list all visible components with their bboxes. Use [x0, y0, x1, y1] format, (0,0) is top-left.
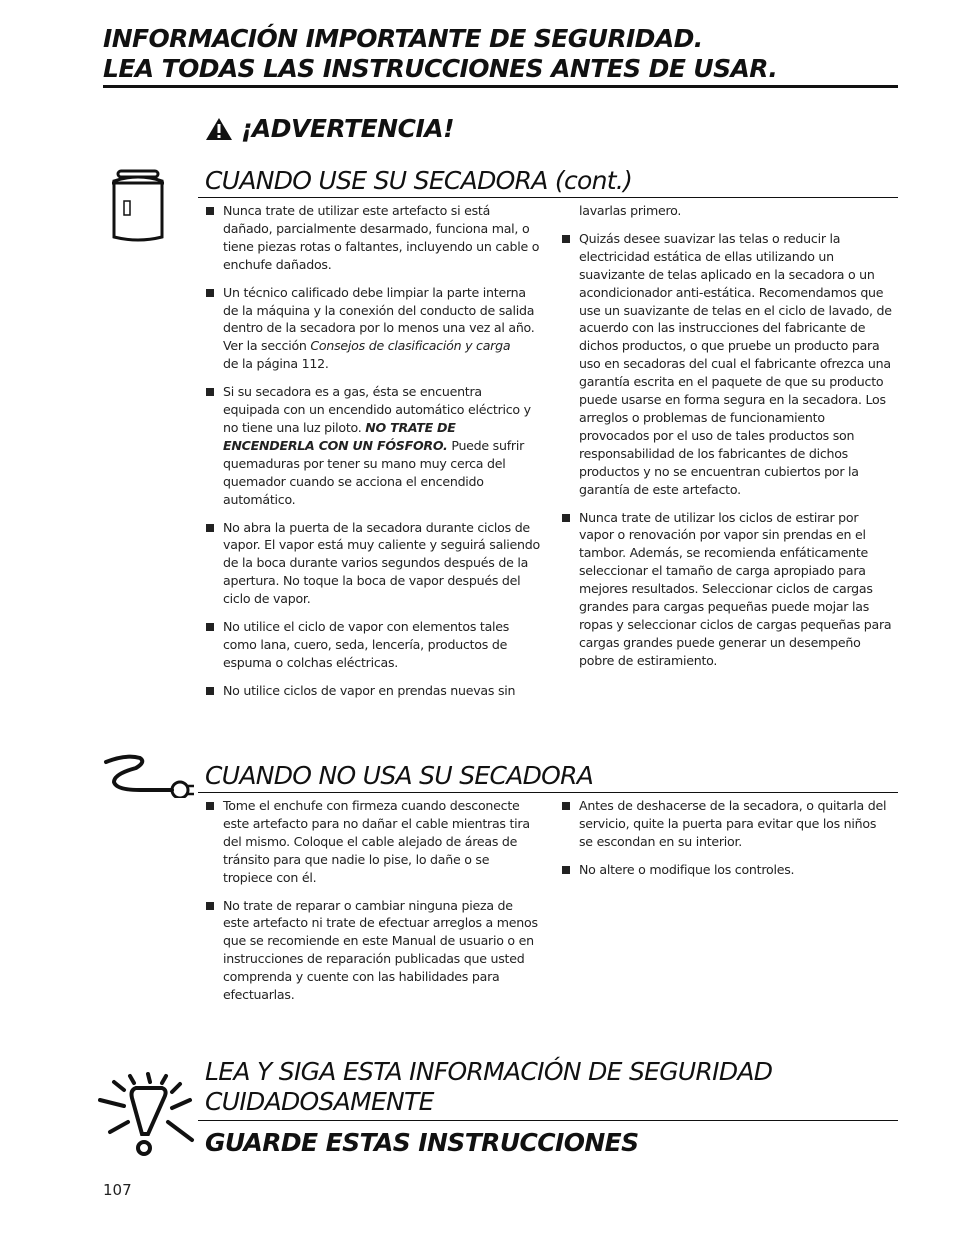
list-item: Nunca trate de utilizar los ciclos de estirar por vapor o renovación por vapor sin prendas en el tambor. Además, se recomienda enfáticamente seleccionar el tamaño de carga apropiado para mejores resultados. Seleccionar ciclos de cargas grandes para cargas pequeñas puede mojar las ropas y seleccionar ciclos de cargas pequeñas para cargas grandes puede generar un desempeño pobre de estiramiento. — [562, 509, 892, 670]
bullet-icon — [206, 388, 214, 396]
section1-right-column — [562, 202, 892, 680]
footer-rule — [198, 1120, 898, 1121]
section1-rule — [198, 197, 898, 198]
bullet-icon — [206, 524, 214, 532]
warning-label: ¡ADVERTENCIA! — [241, 114, 455, 143]
warning-triangle-icon — [205, 117, 233, 141]
footer-line-1: LEA Y SIGA ESTA INFORMACIÓN DE SEGURIDAD — [205, 1057, 773, 1086]
bullet-icon — [562, 235, 570, 243]
page-header — [103, 24, 903, 84]
section1-left-column — [206, 202, 541, 710]
exclamation-burst-icon — [96, 1070, 196, 1160]
list-item: Nunca trate de utilizar este artefacto si está dañado, parcialmente desarmado, funciona mal, o tiene piezas rotas o faltantes, incluyendo un cable o enchufe dañados. — [206, 202, 541, 274]
list-item: No altere o modifique los controles. — [562, 861, 892, 879]
section2-right-column — [562, 797, 892, 889]
warning-heading — [205, 114, 454, 143]
footer-line-2: CUIDADOSAMENTE — [205, 1087, 434, 1116]
bullet-icon — [562, 866, 570, 874]
footer-title — [205, 1057, 772, 1117]
list-item: No utilice ciclos de vapor en prendas nuevas sin — [206, 682, 541, 700]
bullet-icon — [206, 289, 214, 297]
bullet-icon — [206, 902, 214, 910]
bullet-icon — [206, 207, 214, 215]
section2-title: CUANDO NO USA SU SECADORA — [205, 761, 594, 790]
list-item: Si su secadora es a gas, ésta se encuentra equipada con un encendido automático eléctrico y no tiene una luz piloto. NO TRATE DE ENCENDERLA CON UN FÓSFORO. Puede sufrir quemaduras por tener su mano muy cerca del quemador cuando se acciona el encendido automático. — [206, 383, 541, 508]
list-item: Un técnico calificado debe limpiar la parte interna de la máquina y la conexión del conducto de salida dentro de la secadora por lo menos una vez al año. Ver la sección Consejos de clasificación y carga de la página 112. — [206, 284, 541, 374]
bullet-icon — [562, 514, 570, 522]
power-plug-icon — [100, 752, 196, 798]
dryer-icon — [108, 167, 168, 243]
bullet-icon — [206, 623, 214, 631]
page-number: 107 — [103, 1181, 132, 1199]
list-item: Quizás desee suavizar las telas o reducir la electricidad estática de ellas utilizando un suavizante de telas aplicado en la secadora o un acondicionador anti-estática. Recomendamos que use un suavizante de telas en el ciclo de lavado, de acuerdo con las instrucciones del fabricante de dichos productos, o que pruebe un producto para uso en secadoras del cual el fabricante ofrezca una garantía escrita en el paquete de que su producto puede usarse en forma segura en la secadora. Los arreglos o problemas de funcionamiento provocados por el uso de tales productos son responsabilidad de los fabricantes de dichos productos y no se encuentran cubiertos por la garantía de este artefacto. — [562, 230, 892, 499]
header-line-1: INFORMACIÓN IMPORTANTE DE SEGURIDAD. — [103, 24, 703, 53]
list-item: Antes de deshacerse de la secadora, o quitarla del servicio, quite la puerta para evitar que los niños se escondan en su interior. — [562, 797, 892, 851]
section1-title: CUANDO USE SU SECADORA (cont.) — [205, 166, 633, 195]
bullet-icon — [562, 802, 570, 810]
section2-rule — [198, 792, 898, 793]
bullet-icon — [206, 687, 214, 695]
list-item: No utilice el ciclo de vapor con elementos tales como lana, cuero, seda, lencería, productos de espuma o colchas eléctricas. — [206, 618, 541, 672]
section2-left-column — [206, 797, 541, 1014]
list-item: No abra la puerta de la secadora durante ciclos de vapor. El vapor está muy caliente y seguirá saliendo de la boca durante varios segundos después de la apertura. No toque la boca de vapor después del ciclo de vapor. — [206, 519, 541, 609]
header-rule — [103, 85, 898, 88]
list-item: No trate de reparar o cambiar ninguna pieza de este artefacto ni trate de efectuar arreglos a menos que se recomiende en este Manual de usuario o en instrucciones de reparación publicadas que usted comprenda y cuente con las habilidades para efectuarlas. — [206, 897, 541, 1004]
list-item: Tome el enchufe con firmeza cuando desconecte este artefacto para no dañar el cable mientras tira del mismo. Coloque el cable alejado de áreas de tránsito para que nadie lo pise, lo dañe o se tropiece con él. — [206, 797, 541, 887]
bullet-icon — [206, 802, 214, 810]
save-instructions-heading: GUARDE ESTAS INSTRUCCIONES — [205, 1128, 639, 1157]
header-line-2: LEA TODAS LAS INSTRUCCIONES ANTES DE USAR. — [103, 54, 778, 83]
list-item-continuation: lavarlas primero. — [579, 203, 682, 218]
